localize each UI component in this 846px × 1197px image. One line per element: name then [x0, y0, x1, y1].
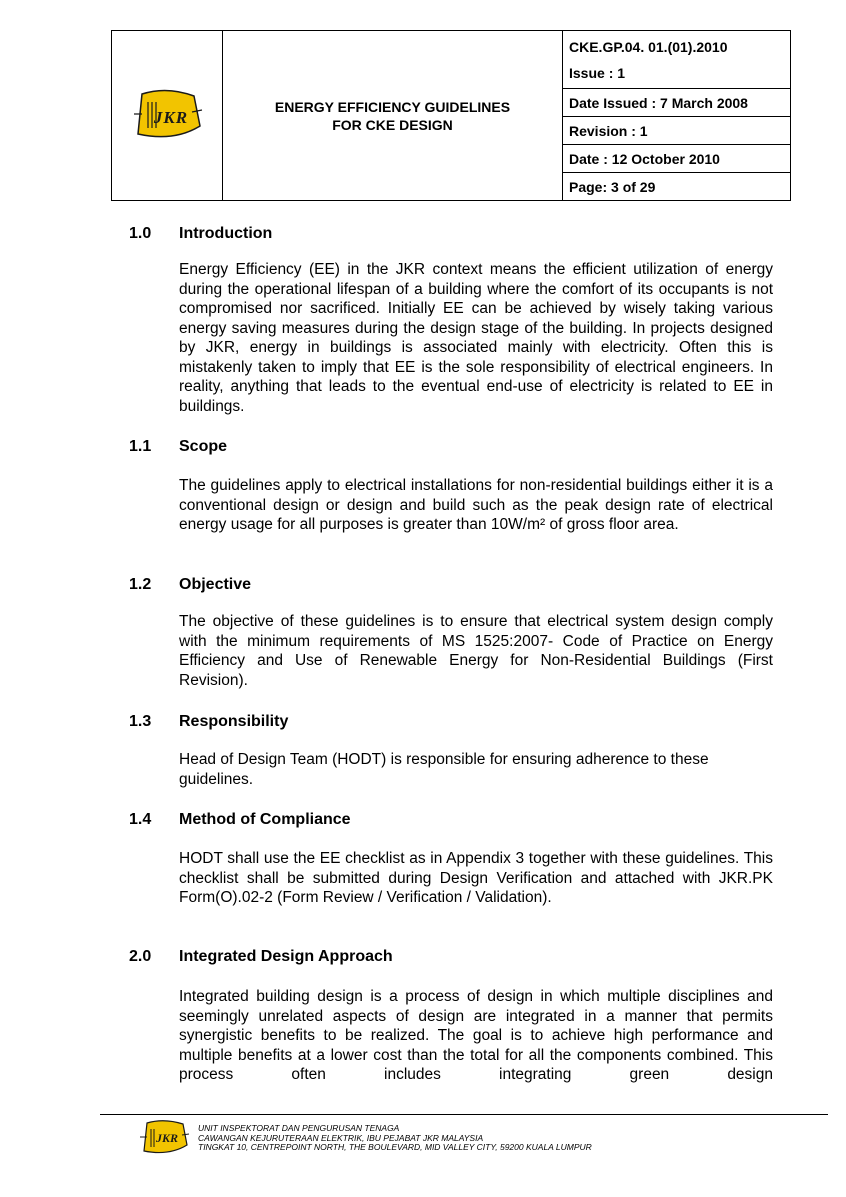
section-title: Introduction: [179, 225, 273, 242]
section-heading: [0, 224, 846, 244]
section-paragraph: Integrated building design is a process of design in which multiple disciplines and seemingly unrelated aspects of design are integrated in a manner that permits synergistic benefits to be realized. The goal is to achieve high performance and multiple benefits at a lower cost than the total for all the components combined. This process often includes integrating green design: [179, 988, 773, 1083]
section-number: 1.1: [129, 438, 152, 455]
section-number: 1.3: [129, 713, 152, 730]
footer-divider: [100, 1114, 828, 1115]
section-paragraph: The objective of these guidelines is to ensure that electrical system design comply with the minimum requirements of MS 1525:2007- Code of Practice on Energy Efficiency and Use of Renewable Energy for Non-Residential Buildings (First Revision).: [179, 613, 773, 689]
section-title: Objective: [179, 576, 252, 593]
revision-number: Revision : 1: [563, 117, 790, 145]
doc-code: CKE.GP.04. 01.(01).2010: [569, 39, 728, 55]
section-number: 1.4: [129, 811, 152, 828]
document-title-line-1: ENERGY EFFICIENCY GUIDELINES: [274, 98, 511, 115]
section-number: 2.0: [129, 948, 152, 965]
section-paragraph: Energy Efficiency (EE) in the JKR context means the efficient utilization of energy during the operational lifespan of a building where the comfort of its occupants is not compromised nor sacrificed. Initially EE can be achieved by wisely taking various energy saving measures during the design stage of the building. In projects designed by JKR, energy in buildings is associated mainly with electricity. Often this is mistakenly taken to imply that EE is the sole responsibility of electrical engineers. In reality, anything that leads to the eventual end-use of electricity is related to EE in buildings.: [179, 261, 773, 415]
section-number: 1.0: [129, 225, 152, 242]
section-paragraph: HODT shall use the EE checklist as in Appendix 3 together with these guidelines. This checklist shall be submitted during Design Verification and attached with JKR.PK Form(O).02-2 (Form Review / Verification / Validation).: [179, 850, 773, 906]
footer-line-1: UNIT INSPEKTORAT DAN PENGURUSAN TENAGA: [198, 1123, 400, 1133]
section-title: Scope: [179, 438, 228, 455]
section-paragraph: Head of Design Team (HODT) is responsible for ensuring adherence to these guidelines.: [179, 751, 709, 788]
document-title-line-2: FOR CKE DESIGN: [332, 116, 453, 133]
jkr-logo-icon: [128, 88, 206, 144]
section-heading: [0, 575, 846, 595]
section-paragraph: The guidelines apply to electrical installations for non-residential buildings either it is a conventional design or design and build such as the peak design rate of electrical energy usage for all purposes is greater than 10W/m² of gross floor area.: [179, 477, 773, 533]
footer-line-2: CAWANGAN KEJURUTERAAN ELEKTRIK, IBU PEJABAT JKR MALAYSIA: [198, 1132, 484, 1143]
footer-line-3: TINGKAT 10, CENTREPOINT NORTH, THE BOULEVARD, MID VALLEY CITY, 59200 KUALA LUMPUR: [198, 1142, 592, 1153]
meta-code-issue: [563, 31, 790, 89]
section-heading: [0, 437, 846, 457]
section-heading: [0, 712, 846, 732]
footer-logo-text: JKR: [155, 1130, 178, 1145]
header-logo-text: JKR: [153, 107, 189, 127]
document-title: [223, 31, 563, 200]
section-heading: [0, 947, 846, 967]
section-title: Integrated Design Approach: [179, 948, 393, 965]
date-issued: Date Issued : 7 March 2008: [563, 89, 790, 117]
issue-number: Issue : 1: [569, 65, 626, 81]
section-title: Responsibility: [179, 713, 289, 730]
footer-address: [198, 1124, 592, 1153]
page-number: Page: 3 of 29: [569, 178, 656, 195]
document-meta: [563, 31, 790, 200]
document-header-table: [111, 30, 791, 201]
header-logo-cell: [112, 31, 223, 200]
section-title: Method of Compliance: [179, 811, 351, 828]
section-heading: [0, 810, 846, 830]
revision-date: Date : 12 October 2010: [563, 145, 790, 173]
jkr-logo-icon: [137, 1119, 191, 1157]
section-number: 1.2: [129, 576, 152, 593]
